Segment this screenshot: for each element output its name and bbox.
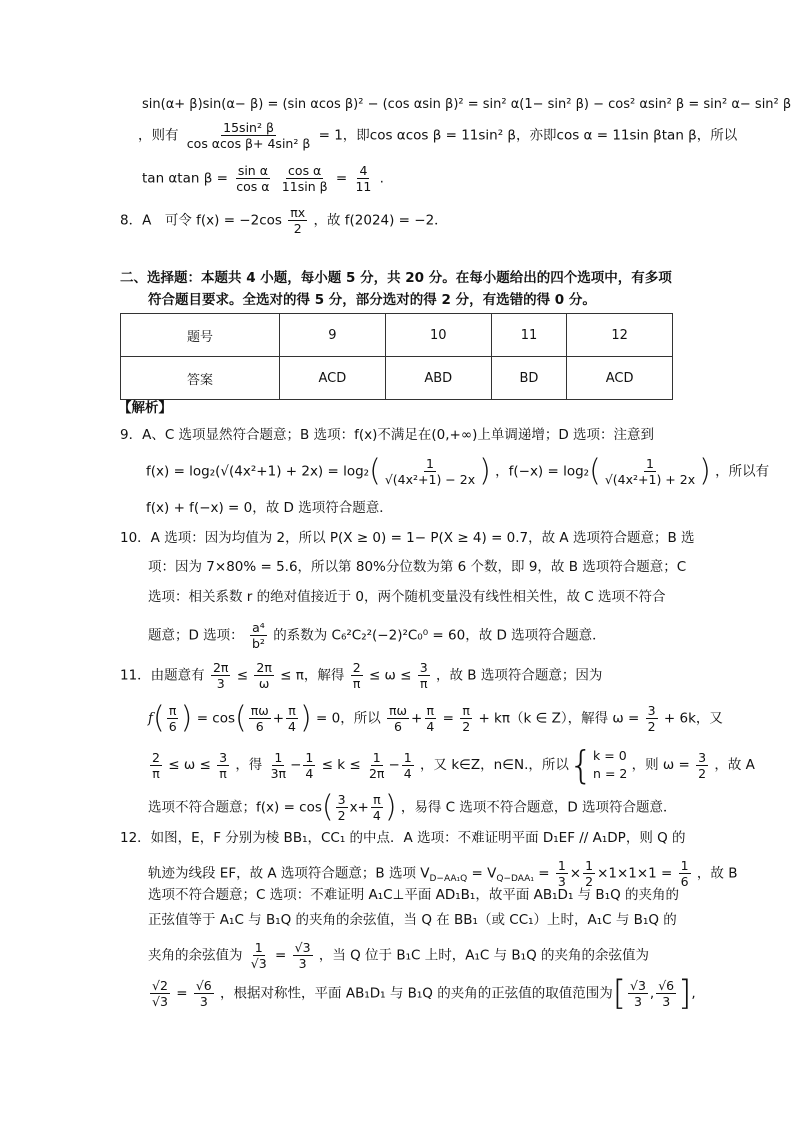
text: ，则 ω =: [631, 757, 690, 773]
q12-line-3: 选项不符合题意；C 选项：不难证明 A₁C⊥平面 AD₁B₁，故平面 AB₁D₁ 与 B₁Q 的夹角的: [148, 887, 680, 903]
text: −: [290, 757, 302, 773]
text: ，所以有: [715, 463, 770, 480]
numerator: 3: [647, 703, 656, 718]
subscript: D−AA₁Q: [429, 874, 468, 885]
text: =: [533, 865, 550, 882]
numerator: 1: [372, 749, 381, 765]
paren: ): [699, 453, 711, 489]
denominator: 6: [394, 719, 402, 734]
denominator: 11: [355, 179, 372, 194]
table-cell: ACD: [280, 357, 386, 400]
fraction: [280, 163, 330, 194]
text: x+: [349, 799, 369, 816]
text: 选项不符合题意；f(x) = cos: [148, 799, 322, 816]
denominator: 3: [199, 994, 208, 1009]
denominator: b²: [251, 636, 265, 651]
bracket: [: [612, 973, 626, 1014]
text: = 1，即cos αcos β = 11sin² β，亦即cos α = 11sin βtan β，所以: [318, 127, 738, 144]
paren: (: [153, 700, 165, 736]
fraction: [249, 940, 269, 971]
numerator: 3: [698, 749, 707, 765]
denominator: 4: [288, 719, 296, 734]
q9-line-3: f(x) + f(−x) = 0，故 D 选项符合题意．: [146, 500, 393, 516]
text: f: [148, 710, 153, 727]
q12-line-5: [148, 940, 649, 971]
denominator: √(4x²+1) + 2x: [604, 472, 696, 487]
paren: (: [589, 453, 601, 489]
table-cell: 11: [491, 314, 566, 357]
fraction: [303, 750, 315, 781]
paren: (: [369, 453, 381, 489]
denominator: 11sin β: [281, 179, 328, 194]
numerator: 1: [680, 858, 689, 873]
q10-line-2: 项：因为 7×80% = 5.6，所以第 80%分位数为第 6 个数，即 9，故 B 选项符合题意；C: [148, 559, 687, 575]
text: +: [411, 710, 423, 727]
q11-line-2: [148, 700, 723, 736]
text: + 6k，又: [663, 710, 723, 727]
q12-line-4: 正弦值等于 A₁C 与 B₁Q 的夹角的余弦值，当 Q 在 BB₁（或 CC₁）上时，A₁C 与 B₁Q 的: [148, 912, 677, 928]
numerator: √2: [152, 978, 168, 993]
text: ，则有: [138, 127, 179, 144]
denominator: π: [152, 765, 160, 781]
numerator: sin α: [237, 163, 268, 178]
numerator: 2: [152, 749, 160, 765]
numerator: √3: [630, 978, 646, 993]
text: ，当 Q 位于 B₁C 上时，A₁C 与 B₁Q 的夹角的余弦值为: [318, 947, 649, 964]
q9-line-1: 9．A、C 选项显然符合题意；B 选项：f(x)不满足在(0,+∞)上单调递增；D 选项：注意到: [120, 427, 655, 443]
fraction: [383, 456, 477, 487]
denominator: π: [419, 676, 428, 691]
fraction: [234, 163, 271, 194]
fraction: [603, 456, 697, 487]
numerator: π: [426, 703, 435, 718]
numerator: 1: [403, 749, 412, 765]
denominator: 4: [372, 808, 381, 823]
fraction: [185, 120, 313, 151]
fraction: [254, 660, 273, 691]
text: 夹角的余弦值为: [148, 947, 243, 964]
fraction: [646, 703, 658, 734]
numerator: √6: [195, 978, 212, 993]
text: ×: [569, 865, 582, 882]
numerator: 1: [254, 940, 263, 955]
section-2-heading-line-1: 二、选择题：本题共 4 小题，每小题 5 分，共 20 分。在每小题给出的四个选项中，有多项: [120, 270, 672, 286]
paren: ): [479, 453, 491, 489]
denominator: 2: [293, 221, 302, 236]
text: =: [275, 947, 287, 964]
text: =: [176, 985, 188, 1002]
denominator: cos α: [236, 179, 270, 194]
analysis-heading: 【解析】: [118, 400, 172, 416]
text: ,: [649, 985, 655, 1002]
numerator: 2π: [256, 660, 272, 675]
derivation-line-2: [138, 120, 737, 151]
fraction: [628, 978, 648, 1009]
text: = cos: [196, 710, 236, 727]
denominator: 2π: [368, 765, 385, 781]
fraction: [288, 205, 307, 236]
fraction: [371, 792, 383, 823]
denominator: ω: [258, 676, 270, 691]
text: =: [442, 710, 454, 727]
paren: (: [321, 789, 334, 825]
table-cell: BD: [491, 357, 566, 400]
fraction: [336, 792, 348, 823]
text: ≤: [236, 667, 249, 684]
denominator: 6: [255, 719, 264, 734]
text: ，故 A: [714, 757, 755, 773]
text: 11．由题意有: [120, 667, 205, 684]
denominator: π: [352, 676, 361, 691]
denominator: 4: [426, 719, 435, 734]
fraction: [656, 978, 676, 1009]
fraction: [286, 703, 298, 734]
text: −: [388, 757, 400, 773]
denominator: 2: [698, 765, 707, 781]
text: tan αtan β =: [142, 170, 228, 187]
table-cell: 10: [385, 314, 491, 357]
fraction: [367, 750, 386, 781]
text: ，又 k∈Z，n∈N.，所以: [420, 757, 569, 773]
denominator: cos αcos β+ 4sin² β: [186, 136, 311, 151]
text: ≤ π，解得: [280, 667, 345, 684]
denominator: √(4x²+1) − 2x: [384, 472, 476, 487]
q11-line-4: [148, 789, 677, 825]
fraction: [269, 750, 288, 781]
q10-line-1: 10．A 选项：因为均值为 2，所以 P(X ≥ 0) = 1− P(X ≥ 4) = 0.7，故 A 选项符合题意；B 选: [120, 530, 695, 546]
text: +: [272, 710, 285, 727]
text: .: [379, 170, 384, 187]
q10-line-3: 选项：相关系数 r 的绝对值接近于 0，两个随机变量没有线性相关性，故 C 选项不符合: [148, 589, 666, 605]
paren: ): [180, 700, 193, 736]
denominator: √3: [152, 994, 168, 1009]
text: ，故 B: [696, 865, 738, 882]
fraction: [249, 703, 271, 734]
text: = V: [467, 865, 497, 882]
answer-8: [120, 205, 448, 236]
table-cell: ACD: [567, 357, 673, 400]
numerator: πω: [389, 703, 408, 718]
text: ×1×1×1 =: [597, 865, 673, 882]
paren: ): [300, 700, 312, 736]
system-line: n = 2: [593, 766, 628, 781]
denominator: 3: [633, 994, 642, 1009]
numerator: 3: [219, 749, 228, 765]
denominator: 4: [403, 765, 412, 781]
numerator: 1: [425, 456, 434, 471]
subscript: Q−DAA₁: [496, 874, 534, 885]
fraction: [293, 940, 313, 971]
q12-line-1: 12．如图，E，F 分别为棱 BB₁，CC₁ 的中点．A 选项：不难证明平面 D₁EF // A₁DP，则 Q 的: [120, 830, 686, 846]
fraction: [194, 978, 214, 1009]
numerator: 3: [419, 660, 428, 675]
fraction: [424, 703, 436, 734]
fraction: [217, 750, 229, 781]
bracket: ]: [678, 973, 692, 1014]
table-cell: 9: [280, 314, 386, 357]
table-cell: 答案: [121, 357, 280, 400]
denominator: 3π: [270, 765, 287, 781]
text: 题意；D 选项：: [148, 627, 244, 644]
answer-table: [120, 313, 673, 400]
text: ≤ ω ≤: [168, 757, 211, 773]
q10-line-4: [148, 620, 606, 651]
system-line: k = 0: [593, 748, 627, 763]
denominator: π: [219, 765, 227, 781]
text: =: [335, 170, 348, 187]
table-cell: 12: [567, 314, 673, 357]
text: = 0，所以: [316, 710, 381, 727]
paren: (: [235, 700, 247, 736]
denominator: 6: [680, 874, 689, 889]
text: 的系数为 C₆²C₂²(−2)²C₀⁰ = 60，故 D 选项符合题意．: [273, 627, 606, 644]
brace: {: [568, 743, 594, 787]
text: f(x) = −2cos: [196, 212, 282, 229]
text: ≤ ω ≤: [368, 667, 412, 684]
numerator: 1: [274, 749, 283, 765]
fraction: [679, 858, 691, 889]
denominator: 2: [337, 808, 346, 823]
fraction: [418, 660, 430, 691]
numerator: 4: [359, 163, 368, 178]
numerator: 1: [585, 858, 594, 873]
numerator: πx: [290, 205, 306, 220]
q9-line-2: [146, 453, 770, 489]
text: ，故 f(2024) = −2．: [313, 212, 448, 229]
text: ，得: [235, 757, 263, 773]
numerator: πω: [250, 703, 269, 718]
text: ，f(−x) = log₂: [495, 463, 590, 480]
fraction: [696, 750, 708, 781]
denominator: 6: [168, 719, 177, 734]
fraction: [150, 750, 162, 781]
numerator: 1: [557, 858, 566, 873]
table-cell: ABD: [385, 357, 491, 400]
fraction: [460, 703, 472, 734]
denominator: 2: [462, 719, 471, 734]
table-cell: 题号: [121, 314, 280, 357]
fraction: [353, 163, 373, 194]
derivation-line-1: [142, 95, 791, 115]
text: 8．A 可令: [120, 212, 192, 229]
fraction: [167, 703, 179, 734]
numerator: 1: [645, 456, 654, 471]
text: 轨迹为线段 EF，故 A 选项符合题意；B 选项 V: [148, 865, 430, 882]
numerator: π: [168, 703, 177, 718]
numerator: π: [288, 703, 296, 718]
text: ≤ k ≤: [321, 757, 361, 773]
numerator: cos α: [288, 163, 322, 178]
denominator: 2: [647, 719, 656, 734]
numerator: √3: [294, 940, 311, 955]
text: sin(α+ β)sin(α− β) = (sin αcos β)² − (cos αsin β)² = sin² α(1− sin² β) − cos² αsin² β = sin² α− sin² β: [142, 97, 792, 112]
numerator: a⁴: [252, 620, 265, 635]
q12-line-6: [148, 973, 696, 1014]
denominator: 2: [585, 874, 594, 889]
q11-line-1: [120, 660, 602, 691]
numerator: √6: [658, 978, 675, 993]
denominator: 3: [216, 676, 225, 691]
denominator: 3: [662, 994, 671, 1009]
section-2-heading-line-2: 符合题目要求。全选对的得 5 分，部分选对的得 2 分，有选错的得 0 分。: [148, 292, 596, 308]
numerator: 2: [352, 660, 361, 675]
text: ，根据对称性，平面 AB₁D₁ 与 B₁Q 的夹角的正弦值的取值范围为: [220, 985, 613, 1002]
fraction: [402, 750, 414, 781]
q11-line-3: [148, 745, 755, 785]
fraction: [150, 978, 170, 1009]
numerator: 3: [337, 792, 346, 807]
text: ，故 B 选项符合题意；因为: [436, 667, 603, 684]
denominator: 4: [305, 765, 314, 781]
numerator: 2π: [212, 660, 229, 675]
numerator: π: [373, 792, 381, 807]
numerator: 15sin² β: [223, 120, 274, 135]
equation-system: [593, 747, 627, 783]
table-row: [121, 357, 673, 400]
paren: ): [384, 789, 397, 825]
derivation-line-3: [142, 163, 384, 194]
numerator: π: [462, 703, 470, 718]
text: ,: [691, 985, 696, 1002]
fraction: [250, 620, 267, 651]
fraction: [387, 703, 409, 734]
denominator: 3: [557, 874, 566, 889]
text: + kπ（k ∈ Z），解得 ω =: [478, 710, 640, 727]
numerator: 1: [305, 749, 314, 765]
table-row: [121, 314, 673, 357]
fraction: [351, 660, 363, 691]
denominator: 3: [298, 956, 307, 971]
fraction: [211, 660, 230, 691]
text: ，易得 C 选项不符合题意，D 选项符合题意．: [400, 799, 677, 816]
text: f(x) = log₂(√(4x²+1) + 2x) = log₂: [146, 463, 370, 480]
denominator: √3: [250, 956, 267, 971]
